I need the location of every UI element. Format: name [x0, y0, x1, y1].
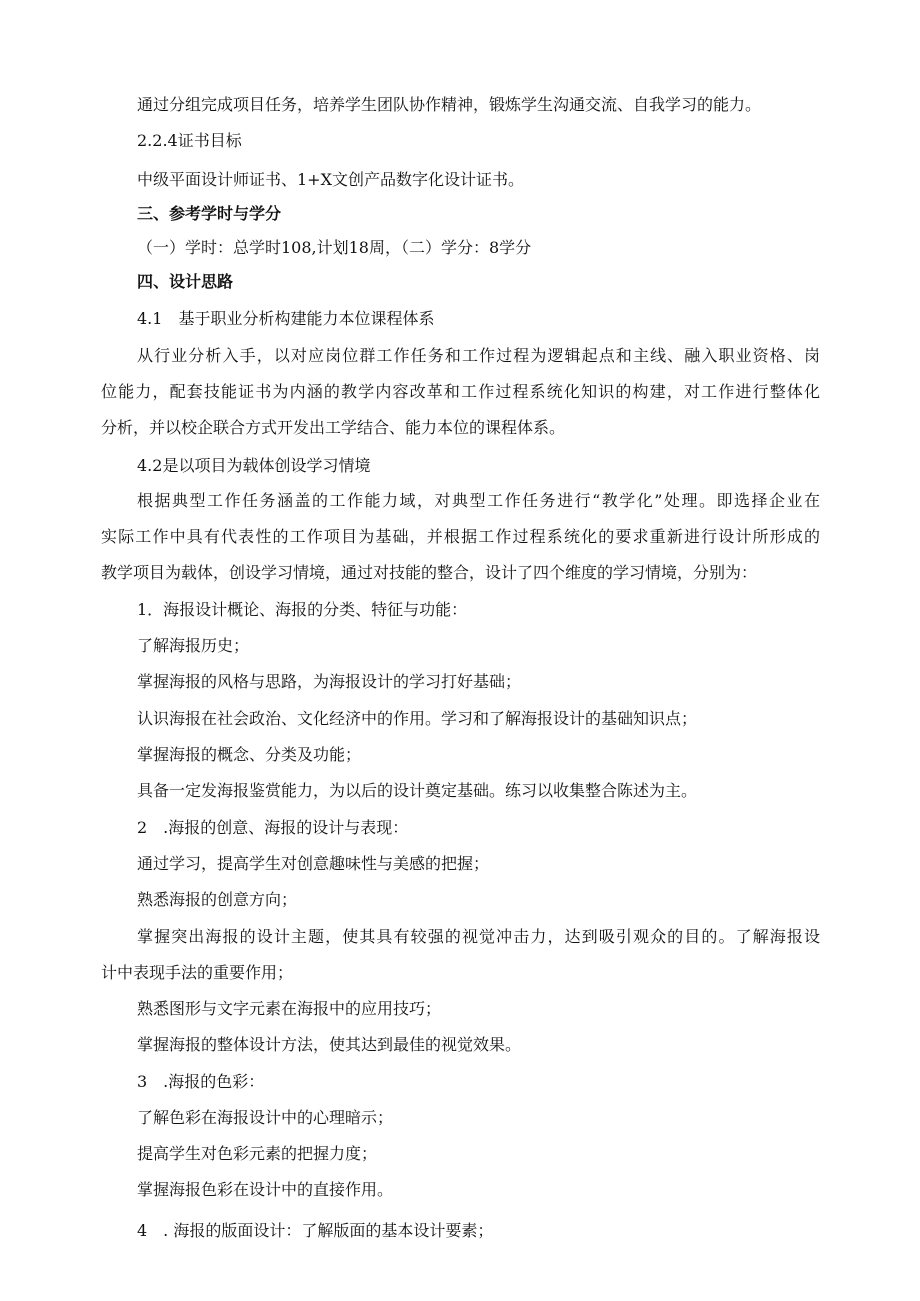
list-item: 计中表现手法的重要作用； — [101, 963, 294, 982]
list-item: 掌握海报色彩在设计中的直接作用。 — [137, 1180, 394, 1199]
section-heading: 三、参考学时与学分 — [137, 204, 282, 223]
subsection-heading: 4.2是以项目为载体创设学习情境 — [137, 456, 371, 475]
subsection-heading: 4.1 基于职业分析构建能力本位课程体系 — [137, 309, 435, 328]
body-paragraph: 位能力，配套技能证书为内涵的教学内容改革和工作过程系统化知识的构建，对工作进行整体化 — [101, 382, 820, 401]
list-item: 掌握海报的概念、分类及功能； — [137, 745, 362, 764]
list-item: 熟悉海报的创意方向； — [137, 890, 298, 909]
body-paragraph: 根据典型工作任务涵盖的工作能力域，对典型工作任务进行“教学化”处理。即选择企业在 — [137, 491, 820, 510]
list-item: 熟悉图形与文字元素在海报中的应用技巧； — [137, 999, 442, 1018]
body-paragraph: （一）学时：总学时108,计划18周，（二）学分：8学分 — [137, 238, 532, 257]
body-paragraph: 教学项目为载体，创设学习情境，通过对技能的整合，设计了四个维度的学习情境，分别为： — [101, 563, 758, 582]
list-item: 掌握突出海报的设计主题，使其具有较强的视觉冲击力，达到吸引观众的目的。了解海报设 — [137, 927, 820, 946]
list-item: 掌握海报的风格与思路，为海报设计的学习打好基础； — [137, 672, 522, 691]
list-item: 具备一定发海报鉴赏能力，为以后的设计奠定基础。练习以收集整合陈述为主。 — [137, 781, 698, 800]
list-item: 通过学习，提高学生对创意趣味性与美感的把握； — [137, 854, 490, 873]
body-paragraph: 从行业分析入手，以对应岗位群工作任务和工作过程为逻辑起点和主线、融入职业资格、岗 — [137, 346, 820, 365]
list-item: 认识海报在社会政治、文化经济中的作用。学习和了解海报设计的基础知识点； — [137, 709, 698, 728]
body-paragraph: 通过分组完成项目任务，培养学生团队协作精神，锻炼学生沟通交流、自我学习的能力。 — [137, 95, 762, 114]
list-item: 掌握海报的整体设计方法，使其达到最佳的视觉效果。 — [137, 1035, 522, 1054]
body-paragraph: 中级平面设计师证书、1+X文创产品数字化设计证书。 — [137, 170, 524, 189]
body-paragraph: 分析，并以校企联合方式开发出工学结合、能力本位的课程体系。 — [101, 418, 566, 437]
list-heading: 3 .海报的色彩： — [137, 1072, 265, 1091]
body-paragraph: 实际工作中具有代表性的工作项目为基础，并根据工作过程系统化的要求重新进行设计所形成的 — [101, 527, 820, 546]
list-item: 了解海报历史； — [137, 636, 250, 655]
section-heading: 2.2.4证书目标 — [137, 131, 242, 150]
list-item: 提高学生对色彩元素的把握力度； — [137, 1144, 378, 1163]
list-item: 了解色彩在海报设计中的心理暗示； — [137, 1108, 394, 1127]
section-heading: 四、设计思路 — [137, 272, 234, 291]
list-heading: 1．海报设计概论、海报的分类、特征与功能： — [137, 600, 468, 619]
list-heading: 4 . 海报的版面设计：了解版面的基本设计要素； — [137, 1221, 494, 1240]
list-heading: 2 .海报的创意、海报的设计与表现： — [137, 818, 409, 837]
